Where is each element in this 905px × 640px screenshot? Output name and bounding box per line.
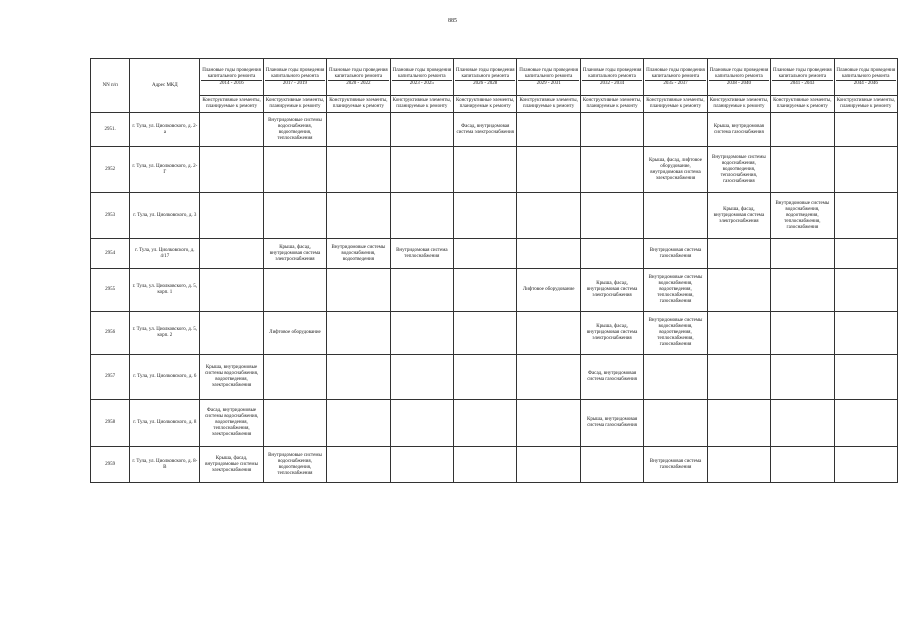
header-period [263,59,326,96]
repair-cell [454,312,517,355]
header-elements: Конструктивные элементы, планируемые к ремонту [263,96,326,113]
repair-cell: Крыша, фасад, внутридомовая система электроснабжения [263,239,326,269]
period-label: Плановые годы проведения капитального ремонта [519,67,578,79]
repair-cell: Крыша, фасад, внутридомовые системы электроснабжения [200,447,263,483]
repair-cell: Крыша, фасад, лифтовое оборудование, внутридомовая система электроснабжения [644,147,707,193]
repair-cell [580,447,643,483]
row-address: г. Тула, ул. Циолковского, д. 4/17 [130,239,200,269]
repair-cell [707,239,770,269]
header-period [771,59,834,96]
row-address: г. Тула, ул. Циолковского, д. 2-Г [130,147,200,193]
table-row [91,355,898,400]
row-number: 2952 [91,147,130,193]
repair-cell [517,447,580,483]
header-period [517,59,580,96]
repair-cell: Крыша, фасад, внутридомовая система электроснабжения [580,269,643,312]
header-period [390,59,453,96]
row-address: г. Тула, ул. Циолковского, д. 3 [130,193,200,239]
repair-cell [454,239,517,269]
header-period [834,59,897,96]
repair-cell [707,312,770,355]
period-years: 2038 - 2040 [709,80,769,87]
repair-cell [327,193,390,239]
repair-cell: Внутридомовая система теплоснабжения [390,239,453,269]
row-number: 2951. [91,113,130,147]
repair-cell [390,269,453,312]
repair-cell [834,400,897,447]
header-row-periods [91,59,898,96]
repair-cell [707,447,770,483]
period-label: Плановые годы проведения капитального ремонта [582,67,642,79]
header-elements: Конструктивные элементы, планируемые к ремонту [644,96,707,113]
repair-cell [200,113,263,147]
header-address: Адрес МКД [130,59,200,113]
repair-cell [771,312,834,355]
repair-cell: Лифтовое оборудование [517,269,580,312]
repair-cell [644,355,707,400]
repair-cell [327,355,390,400]
repair-cell [390,355,453,400]
repair-cell [327,447,390,483]
header-elements: Конструктивные элементы, планируемые к ремонту [517,96,580,113]
repair-cell [200,312,263,355]
repair-cell [580,193,643,239]
repair-cell [390,113,453,147]
table-row [91,269,898,312]
repair-cell [517,400,580,447]
repair-cell [771,400,834,447]
period-years: 2026 - 2028 [455,80,515,87]
period-years: 2035 - 2037 [645,80,705,87]
header-elements: Конструктивные элементы, планируемые к ремонту [454,96,517,113]
repair-cell [263,269,326,312]
repair-cell [771,269,834,312]
repair-cell: Внутридомовая система газоснабжения [644,447,707,483]
repair-cell [454,447,517,483]
repair-cell: Внутридомовые системы водоснабжения, водоотведения, теплоснабжения, газоснабжения [644,312,707,355]
repair-plan-table [90,58,898,483]
repair-cell [707,355,770,400]
repair-cell [454,400,517,447]
repair-cell: Крыша, фасад, внутридомовая система электроснабжения [707,193,770,239]
header-elements: Конструктивные элементы, планируемые к ремонту [200,96,263,113]
repair-cell [834,355,897,400]
period-years: 2020 - 2022 [328,80,388,87]
repair-cell [771,355,834,400]
table-row [91,312,898,355]
period-label: Плановые годы проведения капитального ремонта [646,67,705,79]
repair-cell [834,147,897,193]
header-period [707,59,770,96]
repair-cell [263,355,326,400]
repair-cell [454,147,517,193]
row-number: 2959 [91,447,130,483]
period-label: Плановые годы проведения капитального ремонта [836,67,896,79]
header-num: NN п/п [91,59,130,113]
period-years: 2029 - 2031 [518,80,578,87]
period-label: Плановые годы проведения капитального ремонта [772,67,832,79]
repair-cell [771,147,834,193]
repair-cell [327,147,390,193]
repair-cell [707,400,770,447]
period-years: 2044 - 2046 [836,80,896,87]
period-label: Плановые годы проведения капитального ремонта [709,67,769,79]
repair-cell [834,113,897,147]
repair-cell [517,113,580,147]
period-label: Плановые годы проведения капитального ремонта [392,67,452,79]
repair-cell [390,447,453,483]
repair-cell [263,400,326,447]
repair-cell [644,193,707,239]
repair-cell [327,269,390,312]
repair-cell [707,269,770,312]
row-number: 2957 [91,355,130,400]
table-row [91,447,898,483]
repair-cell [517,239,580,269]
repair-cell: Внутридомовые системы водоснабжения, водоотведения, теплоснабжения, газоснабжения [707,147,770,193]
repair-cell [771,113,834,147]
repair-cell: Крыша, внутридомовая система газоснабжения [707,113,770,147]
repair-cell [454,355,517,400]
repair-cell [327,400,390,447]
repair-cell [390,193,453,239]
repair-cell [200,239,263,269]
table-row [91,239,898,269]
repair-cell: Внутридомовые системы водоснабжения, водоотведения, теплоснабжения [263,447,326,483]
table-row [91,113,898,147]
row-address: г. Тула, ул. Циолковского, д. 2-а [130,113,200,147]
period-label: Плановые годы проведения капитального ремонта [202,67,261,79]
repair-cell [834,269,897,312]
header-elements: Конструктивные элементы, планируемые к ремонту [771,96,834,113]
repair-cell: Внутридомовая система газоснабжения [644,239,707,269]
period-years: 2023 - 2025 [392,80,452,87]
repair-cell [263,147,326,193]
repair-cell [834,239,897,269]
period-years: 2017 - 2019 [265,80,325,87]
repair-cell [517,147,580,193]
repair-cell [834,312,897,355]
repair-cell: Крыша, внутридомовые системы водоснабжения, водоотведения, электроснабжения [200,355,263,400]
repair-cell [200,269,263,312]
repair-cell [454,269,517,312]
row-address: г. Тула, ул. Циолковского, д. 8 [130,400,200,447]
repair-cell [517,355,580,400]
header-elements: Конструктивные элементы, планируемые к ремонту [834,96,897,113]
repair-cell [771,447,834,483]
repair-cell [390,312,453,355]
period-label: Плановые годы проведения капитального ремонта [329,67,388,79]
table-row [91,147,898,193]
period-years: 2032 - 2034 [582,80,642,87]
repair-cell [834,447,897,483]
header-period [200,59,263,96]
repair-cell [263,193,326,239]
row-address: г. Тула, ул. Циолковского, д. 5, корп. 1 [130,269,200,312]
repair-cell: Фасад, внутридомовые системы водоснабжения, водоотведения, теплоснабжения, электроснабжения [200,400,263,447]
repair-cell: Фасад, внутридомовая система электроснабжения [454,113,517,147]
row-address: г. Тула, ул. Циолковского, д. 8-В [130,447,200,483]
row-number: 2956 [91,312,130,355]
repair-cell [580,147,643,193]
header-row-elements [91,96,898,113]
table-row [91,193,898,239]
header-elements: Конструктивные элементы, планируемые к ремонту [580,96,643,113]
row-number: 2955 [91,269,130,312]
repair-cell [771,239,834,269]
repair-cell [327,113,390,147]
repair-cell: Лифтовое оборудование [263,312,326,355]
repair-cell [580,113,643,147]
header-period [454,59,517,96]
repair-cell [644,113,707,147]
period-label: Плановые годы проведения капитального ремонта [455,67,515,79]
repair-cell: Внутридомовые системы водоснабжения, водоотведения, теплоснабжения [263,113,326,147]
row-number: 2958 [91,400,130,447]
table-row [91,400,898,447]
repair-cell: Внутридомовые системы водоснабжения, водоотведения, теплоснабжения, газоснабжения [644,269,707,312]
repair-cell [200,193,263,239]
header-elements: Конструктивные элементы, планируемые к ремонту [327,96,390,113]
page-number: 885 [448,18,457,24]
repair-cell [390,400,453,447]
repair-cell [517,193,580,239]
repair-cell: Фасад, внутридомовая система газоснабжения [580,355,643,400]
repair-cell: Внутридомовые системы водоснабжения, водоотведения, теплоснабжения, газоснабжения [771,193,834,239]
row-address: г. Тула, ул. Циолковского, д. 5, корп. 2 [130,312,200,355]
repair-cell: Внутридомовые системы водоснабжения, водоотведения [327,239,390,269]
header-period [644,59,707,96]
repair-cell: Крыша, фасад, внутридомовая система электроснабжения [580,312,643,355]
repair-cell [580,239,643,269]
header-period [580,59,643,96]
repair-cell [200,147,263,193]
row-number: 2953 [91,193,130,239]
header-elements: Конструктивные элементы, планируемые к ремонту [390,96,453,113]
row-address: г. Тула, ул. Циолковского, д. 6 [130,355,200,400]
repair-cell [644,400,707,447]
repair-cell: Крыша, внутридомовая система газоснабжения [580,400,643,447]
repair-cell [327,312,390,355]
period-years: 2014 - 2016 [201,80,261,87]
period-years: 2041 - 2043 [772,80,832,87]
row-number: 2954 [91,239,130,269]
repair-cell [390,147,453,193]
header-elements: Конструктивные элементы, планируемые к ремонту [707,96,770,113]
period-label: Плановые годы проведения капитального ремонта [265,67,325,79]
repair-cell [834,193,897,239]
repair-cell [454,193,517,239]
header-period [327,59,390,96]
repair-cell [517,312,580,355]
